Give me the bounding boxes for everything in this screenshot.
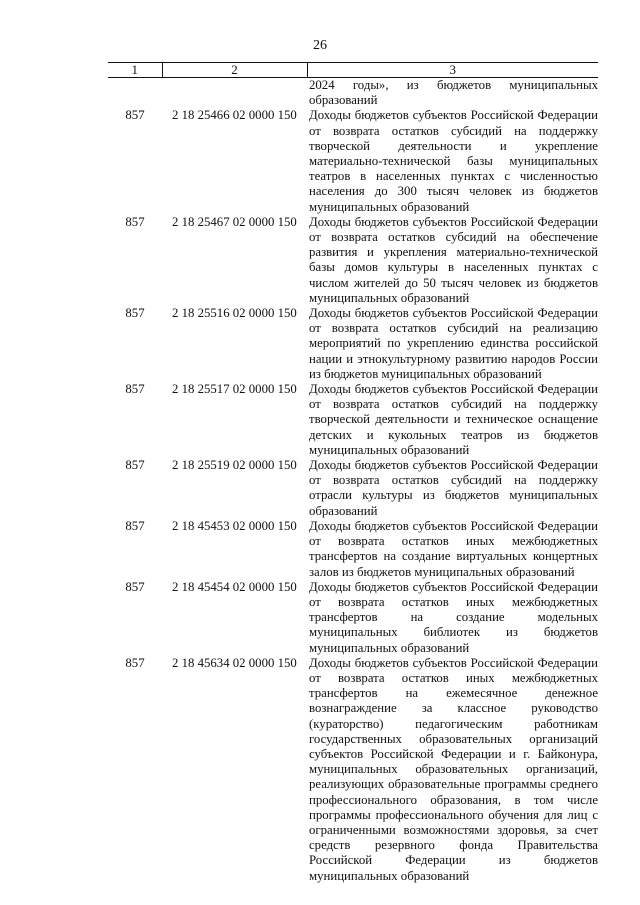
header-col-2: 2 [162,63,307,78]
table-row [108,108,598,214]
income-description: Доходы бюджетов субъектов Российской Федерации от возврата остатков субсидий на поддержку творческой деятельности и укрепление материально-технической базы муниципальных театров в населенных пунктах с численностью населения до 300 тысяч человек из бюджетов муниципальных образований [309,108,598,214]
continuation-empty-2 [162,78,307,109]
budget-classification-code: 2 18 45453 02 0000 150 [172,518,297,533]
admin-code: 857 [125,382,145,397]
budget-classification-code: 2 18 25517 02 0000 150 [172,382,297,397]
income-description: Доходы бюджетов субъектов Российской Федерации от возврата остатков субсидий на поддержку отрасли культуры из бюджетов муниципальных образований [309,458,598,518]
admin-code: 857 [125,518,145,533]
income-description: Доходы бюджетов субъектов Российской Федерации от возврата остатков иных межбюджетных трансфертов на создание модельных муниципальных библиотек из бюджетов муниципальных образований [309,579,598,655]
table-row [108,656,598,884]
income-description: Доходы бюджетов субъектов Российской Федерации от возврата остатков субсидий на обеспечение развития и укрепления материально-технической базы домов культуры в населенных пунктах с числом жителей до 50 тысяч человек из бюджетов муниципальных образований [309,214,598,305]
admin-code: 857 [125,655,145,670]
page-number: 26 [313,38,327,53]
header-col-1: 1 [108,63,162,78]
table-row [108,580,598,656]
admin-code: 857 [125,458,145,473]
budget-classification-code: 2 18 45634 02 0000 150 [172,655,297,670]
header-col-3: 3 [307,63,598,78]
table-row [108,382,598,458]
budget-classification-code: 2 18 25516 02 0000 150 [172,306,297,321]
budget-classification-code: 2 18 45454 02 0000 150 [172,579,297,594]
table-row [108,458,598,519]
admin-code: 857 [125,579,145,594]
table-row [108,306,598,382]
continuation-empty-1 [108,78,162,109]
budget-classification-code: 2 18 25467 02 0000 150 [172,214,297,229]
income-description: Доходы бюджетов субъектов Российской Федерации от возврата остатков субсидий на поддержку творческой деятельности и техническое оснащение детских и кукольных театров из бюджетов муниципальных образований [309,382,598,457]
budget-code-table [108,62,598,884]
table-row [108,519,598,580]
budget-classification-code: 2 18 25466 02 0000 150 [172,108,297,123]
admin-code: 857 [125,306,145,321]
income-description: Доходы бюджетов субъектов Российской Федерации от возврата остатков субсидий на реализацию мероприятий по укреплению единства российской нации и этнокультурному развитию народов России из бюджетов муниципальных образований [309,306,598,381]
admin-code: 857 [125,214,145,229]
income-description: Доходы бюджетов субъектов Российской Федерации от возврата остатков иных межбюджетных трансфертов на создание виртуальных концертных залов из бюджетов муниципальных образований [309,518,598,579]
table-row [108,215,598,306]
budget-classification-code: 2 18 25519 02 0000 150 [172,458,297,473]
table-header-row [108,63,598,78]
continuation-text: 2024 годы», из бюджетов муниципальных образований [309,78,598,108]
admin-code: 857 [125,108,145,123]
income-description: Доходы бюджетов субъектов Российской Федерации от возврата остатков иных межбюджетных трансфертов на ежемесячное денежное вознаграждение за классное руководство (кураторство) педагогическим работникам государственных образовательных организаций субъектов Российской Федерации и г. Байконура, муниципальных образовательных организаций, реализующих образовательные программы среднего профессионального образования, в том числе программы профессионального обучения для лиц с ограниченными возможностями здоровья, за счет средств резервного фонда Правительства Российской Федерации из бюджетов муниципальных образований [309,655,598,883]
continuation-row [108,78,598,109]
